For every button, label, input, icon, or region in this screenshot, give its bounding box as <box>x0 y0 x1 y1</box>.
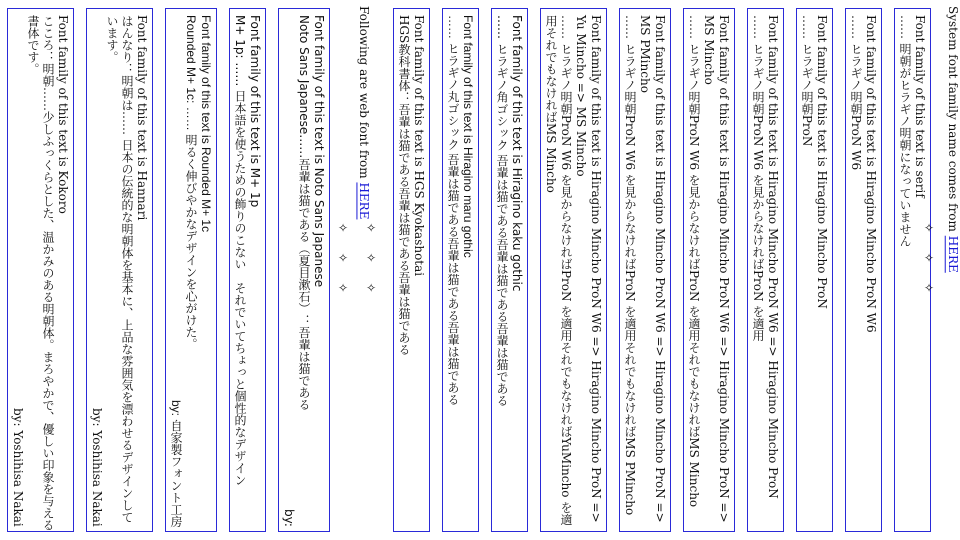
diamond-icon: ✧ <box>366 251 377 265</box>
font-sample-box <box>393 8 430 532</box>
font-sample-title: Font family of this text is Hiragino Mincho ProN W6 => Hiragino Mincho ProN => MS Mincho <box>702 15 731 523</box>
font-sample-title: Font family of this text is Rounded M+ 1c <box>199 15 213 233</box>
font-sample-box <box>619 8 671 532</box>
font-sample-title: Font family of this text is Hannari <box>135 15 149 221</box>
font-sample-box <box>278 8 330 532</box>
diamond-icon: ✧ <box>366 221 377 235</box>
font-sample-title: Font family of this text is Noto Sans Japanese <box>312 15 326 288</box>
font-sample-box <box>442 8 479 532</box>
diamond-ornament-group <box>924 222 934 294</box>
font-sample-box <box>7 8 74 532</box>
font-sample-title: Font family of this text is serif <box>913 15 927 198</box>
diamond-icon: ✧ <box>924 251 935 265</box>
diamond-row <box>338 252 376 264</box>
font-sample-title: Font family of this text is HGS Kyokashotai <box>412 15 426 277</box>
diamond-icon: ✧ <box>366 281 377 295</box>
font-sample-box <box>845 8 882 532</box>
font-sample-text: …… 明朝がヒラギノ明朝になっていません <box>898 15 912 247</box>
system-fonts-here-link[interactable]: HERE <box>946 235 960 273</box>
font-sample-title: Font family of this text is Hiragino kaku gothic <box>510 15 524 292</box>
font-sample-text: …… ヒラギノ丸ゴシック 吾輩は猫である吾輩は猫である吾輩は猫である <box>446 15 460 406</box>
font-sample-title: Font family of this text is Hiragino Mincho ProN W6 => Hiragino Mincho ProN => MS PMincho <box>638 15 667 523</box>
font-sample-text: こころ：明朝……少しふっくらとした、温かみのある明朝体。まろやかで、優しい印象を与える書体です。 <box>26 15 55 531</box>
font-sample-text: …… ヒラギノ角ゴシック 吾輩は猫である吾輩は猫である吾輩は猫である <box>495 15 509 407</box>
font-sample-box <box>747 8 784 532</box>
diamond-row <box>338 282 376 294</box>
web-font-heading: Following are web font from HERE <box>357 6 371 220</box>
font-sample-box <box>540 8 607 532</box>
diamond-row <box>338 222 376 234</box>
font-sample-box <box>796 8 833 532</box>
diamond-icon: ✧ <box>338 251 349 265</box>
font-sample-text: …… ヒラギノ明朝ProN W6 を見からなければProN を適用 <box>751 15 765 342</box>
font-sample-title: Font family of this text is Hiragino Mincho ProN <box>815 15 829 309</box>
font-sample-text: HGS教科書体：吾輩は猫である吾輩は猫である吾輩は猫である <box>397 15 411 356</box>
font-sample-title: Font family of this text is Kokoro <box>56 15 70 214</box>
system-font-heading: System font family name comes from HERE <box>946 6 960 273</box>
font-sample-title: Font family of this text is M+ 1p <box>248 15 262 208</box>
font-sample-box <box>491 8 528 532</box>
diamond-icon: ✧ <box>924 221 935 235</box>
font-credit: by: Yoshihisa Nakai <box>90 408 104 527</box>
font-sample-text: …… ヒラギノ明朝ProN W6 を見からなければProN を適用それでもなければYuMincho を適用それでもなければMS Mincho <box>544 15 573 526</box>
font-sample-text: …… ヒラギノ明朝ProN W6 を見からなければProN を適用それでもなければMS PMincho <box>623 15 637 516</box>
font-sample-text: …… ヒラギノ明朝ProN <box>800 15 814 147</box>
font-credit: by: Yoshihisa Nakai <box>11 408 25 527</box>
font-sample-text: Noto Sans Japanese……吾輩は猫である（夏目漱石）：吾輩は猫である <box>297 15 311 411</box>
diamond-icon: ✧ <box>338 221 349 235</box>
font-sample-text: はんなり：明朝は…… 日本の伝統的な明朝体を基本に、上品な雰囲気を漂わせるデザインしています。 <box>105 15 134 523</box>
font-sample-box <box>86 8 153 532</box>
font-sample-text: M+ 1p: …… 日本語を使うための飾りのこない それでいてちょっと個性的なデザイン <box>233 15 247 487</box>
diamond-ornament-group <box>338 222 376 294</box>
font-sample-title: Font family of this text is Hiragino Mincho ProN W6 <box>864 15 878 333</box>
web-fonts-here-link[interactable]: HERE <box>357 182 371 220</box>
font-sample-title: Font family of this text is Hiragino maru gothic <box>461 15 475 258</box>
font-sample-title: Font family of this text is Hiragino Mincho ProN W6 => Hiragino Mincho ProN => Yu Mincho => MS Mincho <box>574 15 603 523</box>
diamond-icon: ✧ <box>338 281 349 295</box>
font-sample-text: …… ヒラギノ明朝ProN W6 <box>849 15 863 171</box>
font-sample-title: Font family of this text is Hiragino Mincho ProN W6 => Hiragino Mincho ProN <box>766 15 780 499</box>
font-sample-box <box>683 8 735 532</box>
font-credit: by: <box>282 509 296 527</box>
diamond-icon: ✧ <box>924 281 935 295</box>
font-sample-box <box>165 8 217 532</box>
font-sample-text: Rounded M+ 1c: …… 明るく伸びやかなデザインを心がけた。 <box>184 15 198 351</box>
font-sample-box <box>229 8 266 532</box>
font-sample-text: …… ヒラギノ明朝ProN W6 を見からなければProN を適用それでもなければMS Mincho <box>687 15 701 508</box>
font-credit: by: 自家製フォント工房 <box>169 399 183 527</box>
